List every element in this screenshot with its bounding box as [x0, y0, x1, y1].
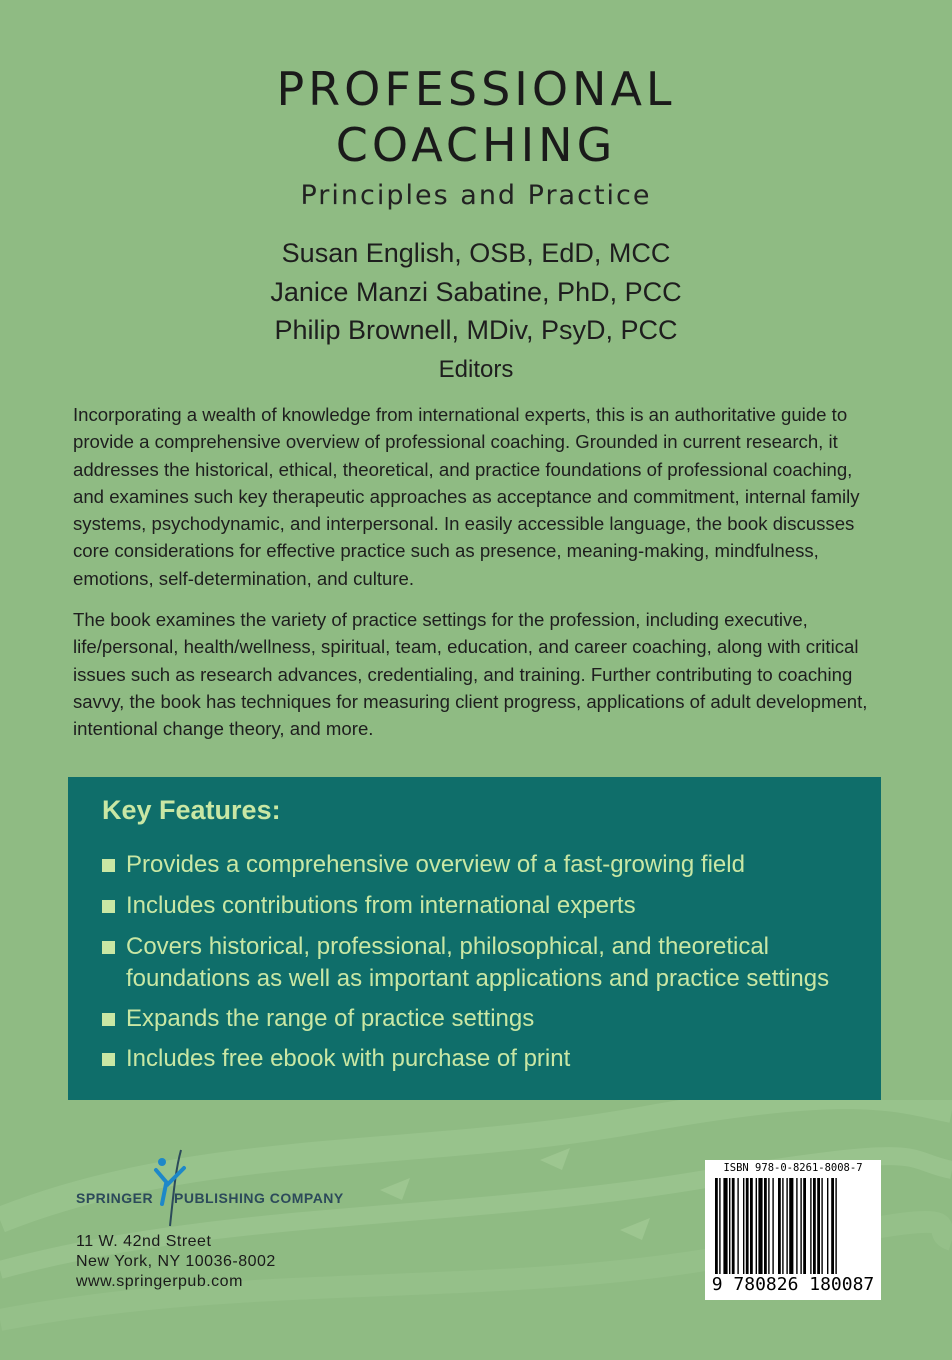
- editor-name-1: Susan English, OSB, EdD, MCC: [281, 238, 671, 268]
- isbn-label: ISBN 978-0-8261-8008-7: [723, 1162, 863, 1174]
- title-line-2: COACHING: [335, 118, 617, 172]
- subtitle: Principles and Practice: [300, 180, 652, 211]
- description-paragraph-1: Incorporating a wealth of knowledge from international experts, this is an authoritative guide to provide a comprehensive overview of professional coaching. Grounded in current research, it addresses the historical, ethical, theoretical, and practice foundations of professional coaching, and examines such key therapeutic approaches as acceptance and commitment, internal family systems, psychodynamic, and interpersonal. In easily accessible language, the book discusses core considerations for effective practice such as presence, meaning-making, mindfulness, emotions, self-determination, and culture.: [73, 404, 860, 589]
- key-features-heading: Key Features:: [102, 795, 281, 825]
- publisher-name-company: PUBLISHING COMPANY: [174, 1190, 344, 1206]
- feature-item: [102, 931, 862, 995]
- feature-item: [102, 890, 862, 922]
- feature-text: Includes contributions from international experts: [126, 892, 636, 919]
- square-bullet-icon: [102, 1013, 115, 1026]
- description-paragraph-2: The book examines the variety of practice settings for the profession, including executive, life/personal, health/wellness, spiritual, team, education, and career coaching, along with critical issues such as research advances, credentialing, and training. Further contributing to coaching savvy, the book has techniques for measuring client progress, applications of adult development, intentional change theory, and more.: [73, 609, 868, 740]
- editors-role: Editors: [438, 356, 514, 383]
- publisher-name-springer: SPRINGER: [76, 1190, 154, 1206]
- publisher-address-line-2: New York, NY 10036-8002: [76, 1253, 276, 1270]
- title-line-1: PROFESSIONAL: [276, 62, 676, 116]
- editor-name-2: Janice Manzi Sabatine, PhD, PCC: [270, 277, 682, 307]
- barcode-digits: 9 780826 180087: [711, 1274, 875, 1295]
- barcode-box: [705, 1160, 881, 1300]
- feature-text: Expands the range of practice settings: [126, 1005, 535, 1032]
- publisher-address-line-1: 11 W. 42nd Street: [76, 1233, 212, 1250]
- square-bullet-icon: [102, 900, 115, 913]
- publisher-website: www.springerpub.com: [76, 1273, 243, 1290]
- springer-logo-icon: [76, 1148, 376, 1228]
- feature-text: Covers historical, professional, philosophical, and theoretical foundations as well as important applications and practice settings: [126, 933, 830, 992]
- feature-item: [102, 1043, 862, 1075]
- editor-name-3: Philip Brownell, MDiv, PsyD, PCC: [274, 315, 678, 345]
- barcode-icon: [715, 1178, 871, 1274]
- feature-item: [102, 1003, 862, 1035]
- square-bullet-icon: [102, 859, 115, 872]
- feature-item: [102, 849, 862, 881]
- feature-text: Includes free ebook with purchase of print: [126, 1045, 571, 1072]
- feature-text: Provides a comprehensive overview of a fast-growing field: [126, 851, 745, 878]
- key-features-panel: [68, 777, 881, 1100]
- square-bullet-icon: [102, 941, 115, 954]
- square-bullet-icon: [102, 1053, 115, 1066]
